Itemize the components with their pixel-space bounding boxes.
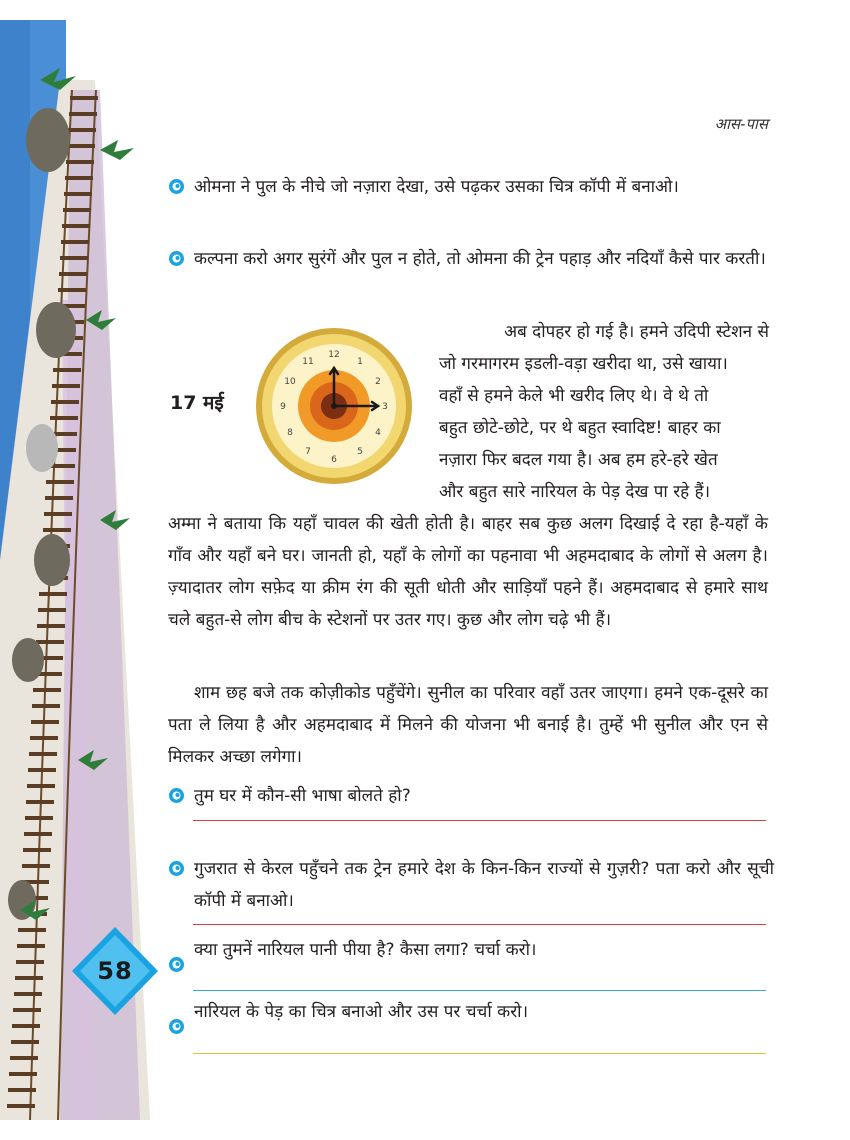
- question-text: कल्पना करो अगर सुरंगें और पुल न होते, तो ओमना की ट्रेन पहाड़ और नदियाँ कैसे पार करती।: [194, 249, 766, 269]
- page-number: 58: [97, 957, 133, 985]
- question-text: नारियल के पेड़ का चित्र बनाओ और उस पर चर्चा करो।: [194, 1002, 529, 1022]
- clock-number: 12: [328, 350, 340, 360]
- diary-line: बहुत छोटे-छोटे, पर थे बहुत स्वादिष्ट! बाहर का: [439, 418, 721, 438]
- diary-paragraph-2: शाम छह बजे तक कोज़ीकोड पहुँचेंगे। सुनील का परिवार वहाँ उतर जाएगा। हमने एक-दूसरे का पता ले लिया है और अहमदाबाद में मिलने की योजना भी बनाई है। तुम्हें भी सुनील और एन से मिलकर अच्छा लगेगा।: [168, 683, 768, 767]
- spiral-bullet-icon: [168, 787, 185, 804]
- clock-number: 2: [375, 377, 381, 387]
- question-2: [168, 243, 774, 275]
- diary-line: वहाँ से हमने केले भी खरीद लिए थे। वे थे तो: [439, 386, 709, 406]
- question-3: [168, 780, 774, 812]
- diary-line: अब दोपहर हो गई है। हमने उदिपी स्टेशन से: [504, 322, 769, 342]
- question-6: [168, 996, 774, 1028]
- diary-line: और बहुत सारे नारियल के पेड़ देख पा रहे हैं।: [439, 482, 711, 502]
- clock-icon: [254, 326, 414, 486]
- question-text: गुजरात से केरल पहुँचने तक ट्रेन हमारे देश के किन-किन राज्यों से गुज़री? पता करो और सूची कॉपी में बनाओ।: [194, 859, 774, 911]
- clock-number: 4: [375, 428, 381, 438]
- clock-number: 7: [305, 447, 311, 457]
- question-text: ओमना ने पुल के नीचे जो नज़ारा देखा, उसे पढ़कर उसका चित्र कॉपी में बनाओ।: [194, 177, 679, 197]
- diary-paragraph-continued: अम्मा ने बताया कि यहाँ चावल की खेती होती है। बाहर सब कुछ अलग दिखाई दे रहा है-यहाँ के गाँव और यहाँ बने घर। जानती हो, यहाँ के लोगों का पहनावा भी अहमदाबाद के लोगों से अलग है। ज़्यादातर लोग सफ़ेद या क्रीम रंग की सूती धोती और साड़ियाँ पहने हैं। अहमदाबाद से हमारे साथ चले बहुत-से लोग बीच के स्टेशनों पर उतर गए। कुछ और लोग चढ़े भी हैं।: [168, 514, 768, 630]
- diary-line: जो गरमागरम इडली-वड़ा खरीदा था, उसे खाया।: [439, 354, 728, 374]
- chapter-title: आस-पास: [714, 115, 768, 133]
- answer-line[interactable]: [193, 924, 766, 925]
- clock-number: 10: [284, 377, 296, 387]
- spiral-bullet-icon: [168, 956, 185, 973]
- clock-number: 5: [357, 447, 363, 457]
- clock-number: 6: [331, 455, 337, 465]
- question-1: [168, 171, 774, 203]
- question-4: [168, 853, 774, 917]
- spiral-bullet-icon: [168, 178, 185, 195]
- diary-paragraph-intro: [439, 316, 769, 508]
- question-text: क्या तुमनें नारियल पानी पीया है? कैसा लगा? चर्चा करो।: [194, 940, 537, 960]
- question-5: [168, 934, 774, 966]
- question-text: तुम घर में कौन-सी भाषा बोलते हो?: [194, 786, 411, 806]
- rock: [26, 424, 58, 472]
- spiral-bullet-icon: [168, 250, 185, 267]
- clock-number: 1: [357, 357, 363, 367]
- clock-number: 8: [287, 428, 293, 438]
- diary-date: 17 मई: [170, 392, 224, 414]
- spiral-bullet-icon: [168, 860, 185, 877]
- clock-number: 11: [302, 357, 314, 367]
- clock-number: 9: [280, 402, 286, 412]
- answer-line[interactable]: [193, 820, 766, 821]
- spiral-bullet-icon: [168, 1018, 185, 1035]
- answer-line[interactable]: [193, 990, 766, 991]
- diary-line: नज़ारा फिर बदल गया है। अब हम हरे-हरे खेत: [439, 450, 718, 470]
- answer-line[interactable]: [193, 1053, 766, 1054]
- clock-number: 3: [382, 402, 388, 412]
